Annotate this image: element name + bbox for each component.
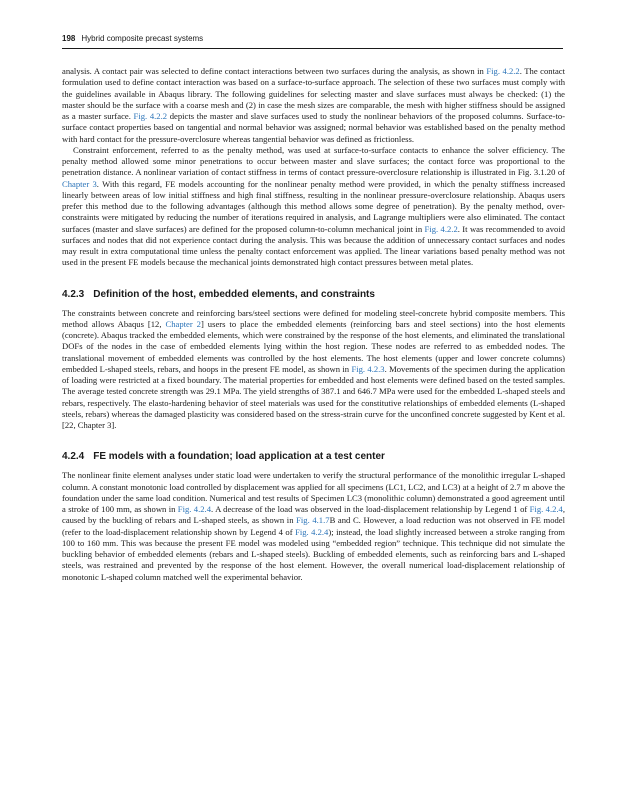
text-run: ); instead, the load slightly increased between a stroke ranging from 100 to 160 mm. This was because the present FE model was modeled using “embedded region” technique. This technique did not simulate the buckling behavior of embedded elements (rebars and L-shaped steels). Buckling of embedded elements, such as reinforcing bars and L-shaped steels, was restrained and prevented by the response of the host element. However, the overall numerical load-displacement relationship of monotonic L-shaped column matched well the experimental behavior. bbox=[62, 526, 565, 582]
chapter-link[interactable]: Chapter 3 bbox=[62, 178, 97, 189]
figure-link[interactable]: Fig. 4.1.7 bbox=[296, 515, 330, 526]
text-run: B and C. However, a load reduction was not observed in FE model (refer to the load-displacement relationship shown by Legend 4 of bbox=[62, 515, 566, 537]
figure-link[interactable]: Fig. 4.2.4 bbox=[529, 504, 563, 514]
text-run: ] users to place the embedded elements (reinforcing bars and steel sections) into the host elements (concrete). Abaqus tracked the embedded elements, which were constrained by the response of the host elements, and eliminated the translational DOFs of the nodes in the case of embedded elements lying within the host region. These nodes are referred to as embedded nodes. The translational movement of embedded elements was controlled by the host elements. The host elements (upper and lower concrete columns) embedded L-shaped steels, rebars, and hoops in the present FE model, as shown in bbox=[62, 318, 566, 374]
figure-link[interactable]: Fig. 4.2.4 bbox=[295, 526, 329, 537]
paragraph-penalty-method bbox=[62, 145, 565, 269]
running-header bbox=[62, 34, 563, 43]
text-run: . A decrease of the load was observed in the load-displacement relationship by Legend 1 of bbox=[211, 504, 530, 514]
paragraph-contact-pair bbox=[62, 66, 565, 145]
text-run: , caused by the buckling of rebars and L-shaped steels, as shown in bbox=[62, 504, 566, 526]
section-number: 4.2.4 bbox=[62, 451, 85, 463]
section-heading-host-embedded bbox=[62, 289, 565, 300]
text-run: The nonlinear finite element analyses under static load were undertaken to verify the structural performance of the monolithic irregular L-shaped column. A constant monotonic load controlled by displacement was applied for all specimens (LC1, LC2, and LC3) at a height of 2.7 m above the foundation under the same load condition. Numerical and test results of Specimen LC3 (monolithic column) demonstrated a good agreement until a stroke of 100 mm, as shown in bbox=[62, 470, 565, 514]
text-run: Constraint enforcement, referred to as the penalty method, was used at surface-to-surface contacts to enhance the solver efficiency. The penalty method allowed some minor penetrations to occur between master and slave surfaces; the contact force was proportional to the penetration distance. A nonlinear variation of contact stiffness in terms of contact pressure-overclosure relationship is illustrated in Fig. 3.1.20 of bbox=[62, 144, 565, 178]
text-run: . Movements of the specimen during the application of loading were restricted at a fixed boundary. The material properties for embedded and host elements were defined based on the tested samples. The average tested concrete strength was 29.1 MPa. The yield strengths of 387.1 and 646.7 MPa were used for the embedded L-shaped steels and rebars, respectively. The elasto-hardening behavior of steel materials was used for the constitutive relationships of embedded elements (L-shaped steels, rebars) whereas the damaged plasticity was considered based on the stress-strain curve for the unconfined concrete suggested by Kent et al. [22, Chapter 3]. bbox=[62, 363, 565, 430]
section-heading-fe-foundation bbox=[62, 451, 565, 462]
figure-link[interactable]: Fig. 4.2.2 bbox=[133, 111, 168, 121]
section-number: 4.2.3 bbox=[62, 288, 85, 300]
figure-link[interactable]: Fig. 4.2.2 bbox=[424, 223, 458, 234]
paragraph-fe-analysis bbox=[62, 470, 565, 583]
section-title: FE models with a foundation; load application at a test center bbox=[93, 451, 385, 463]
text-run: The constraints between concrete and reinforcing bars/steel sections were defined for modeling steel-concrete hybrid composite members. This method allows Abaqus [12, bbox=[62, 307, 565, 329]
book-title: Hybrid composite precast systems bbox=[81, 34, 204, 43]
text-run: . With this regard, FE models accounting for the nonlinear penalty method were provided, in which the penalty stiffness increased linearly between areas of low initial stiffness and high final stiffness, resulting in the nonlinear pressure-overclosure relationship. Abaqus users prefer this method due to the following advantages (although this method allows some degree of penetration). By the penalty method, over-constraints were mitigated by reducing the number of iterations required in analysis, and Lagrange multipliers were also eliminated. The contact surfaces (master and slave surfaces) are defined for the proposed column-to-column mechanical joint in bbox=[62, 178, 565, 234]
section-title: Definition of the host, embedded elements, and constraints bbox=[93, 288, 375, 300]
text-run: . It was recommended to avoid surfaces and nodes that did not experience contact during the analysis. This was because the addition of unnecessary contact surfaces and nodes may result in extra computational time unless the penalty contact enforcement was applied. The linear variations based penalty method was not used in the present FE models because the mechanical joints demonstrated high contact pressures between metal plates. bbox=[62, 223, 566, 268]
header-rule bbox=[62, 48, 563, 49]
text-run: analysis. A contact pair was selected to define contact interactions between two surfaces during the analysis, as shown in bbox=[62, 66, 487, 76]
figure-link[interactable]: Fig. 4.2.2 bbox=[486, 66, 520, 76]
page-body bbox=[62, 66, 565, 583]
paragraph-constraints bbox=[62, 308, 565, 432]
chapter-link[interactable]: Chapter 2 bbox=[165, 318, 201, 329]
figure-link[interactable]: Fig. 4.2.3 bbox=[351, 363, 385, 374]
text-run: . The contact formulation used to define contact interaction was based on a surface-to-surface approach. The selection of these two surfaces must comply with the guidelines available in Abaqus library. The following guidelines for selecting master and slave surfaces must always be checked: (1) the master should be the surface with a coarse mesh and (2) in case the mesh sizes are comparable, the mesh with higher stiffness should be assigned as a master surface. bbox=[62, 66, 565, 121]
figure-link[interactable]: Fig. 4.2.4 bbox=[177, 504, 211, 514]
page-number: 198 bbox=[62, 34, 76, 43]
text-run: depicts the master and slave surfaces used to study the nonlinear behaviors of the proposed columns. Surface-to-surface contact properties based on tangential and normal behavior was assigned; normal behavior was established based on the penalty method with hard contact for the pressure-overclosure whereas tangential behavior was defined as frictionless. bbox=[62, 111, 565, 144]
